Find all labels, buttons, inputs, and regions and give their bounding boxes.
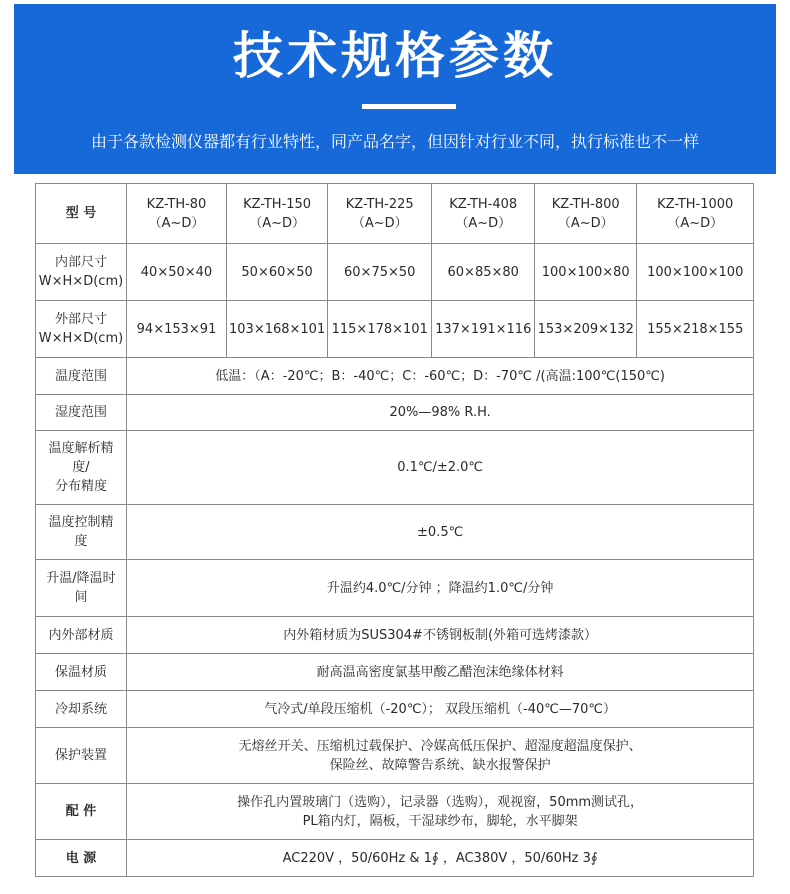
table-cell: 60×85×80 (432, 244, 535, 301)
table-cell: 103×168×101 (227, 301, 328, 358)
table-cell (127, 728, 754, 784)
row-label-line: 度 (74, 534, 88, 549)
table-row-humidity-range (36, 395, 754, 431)
table-cell: 40×50×40 (127, 244, 227, 301)
table-cell: 耐高温高密度氯基甲酸乙醋泡沫绝缘体材料 (127, 654, 754, 691)
row-label-line: 内部尺寸 (54, 255, 107, 270)
model-cell (535, 184, 637, 244)
table-row-cooling (36, 691, 754, 728)
row-label-line: 度/ (72, 460, 90, 475)
row-label-line: W×H×D(cm) (38, 274, 124, 289)
row-label-line: 温度解析精 (48, 441, 114, 456)
model-cell (432, 184, 535, 244)
table-row-power (36, 840, 754, 877)
row-label (36, 244, 127, 301)
row-label: 保护装置 (36, 728, 127, 784)
model-cell (637, 184, 754, 244)
table-cell: AC220V ，50/60Hz & 1∮ ，AC380V ，50/60Hz 3∮ (127, 840, 754, 877)
table-cell: 0.1℃/±2.0℃ (127, 431, 754, 505)
row-label: 电 源 (36, 840, 127, 877)
table-row-insulation (36, 654, 754, 691)
page-subtitle: 由于各款检测仪器都有行业特性，同产品名字，但因针对行业不同，执行标准也不一样 (90, 132, 699, 151)
table-cell: 低温：（A：-20℃；B：-40℃；C：-60℃；D：-70℃ /(高温:100℃(150℃) (127, 358, 754, 395)
model-cell (127, 184, 227, 244)
spec-table (35, 183, 754, 877)
table-row-inner-size (36, 244, 754, 301)
row-label (36, 301, 127, 358)
row-label-line: 外部尺寸 (54, 312, 107, 327)
table-cell: 60×75×50 (328, 244, 432, 301)
table-row-protection (36, 728, 754, 784)
model-cell (328, 184, 432, 244)
cell-line: 操作孔内置玻璃门（选购），记录器（选购），观视窗，50mm测试孔， (237, 794, 644, 810)
table-cell: 升温约4.0℃/分钟 ；降温约1.0℃/分钟 (127, 560, 754, 617)
row-label (36, 431, 127, 505)
model-name: KZ-TH-800 (551, 196, 620, 212)
row-label: 保温材质 (36, 654, 127, 691)
row-label-line: 升温/降温时 (46, 571, 116, 586)
table-row-outer-size (36, 301, 754, 358)
table-cell: 153×209×132 (535, 301, 637, 358)
row-label: 内外部材质 (36, 617, 127, 654)
page-title: 技术规格参数 (233, 27, 557, 85)
model-cell (227, 184, 328, 244)
row-label-line: 分布精度 (54, 479, 107, 494)
cell-line: 无熔丝开关、压缩机过载保护、冷媒高低压保护、超湿度超温度保护、 (238, 738, 642, 754)
table-row-material (36, 617, 754, 654)
row-label: 配 件 (36, 784, 127, 840)
table-cell: 137×191×116 (432, 301, 535, 358)
table-cell: 100×100×100 (637, 244, 754, 301)
table-cell: 115×178×101 (328, 301, 432, 358)
table-row-ramp-time (36, 560, 754, 617)
row-label: 冷却系统 (36, 691, 127, 728)
model-variant: （A~D） (148, 215, 205, 231)
row-label: 型 号 (36, 184, 127, 244)
model-name: KZ-TH-225 (345, 196, 414, 212)
table-cell: 50×60×50 (227, 244, 328, 301)
model-name: KZ-TH-408 (449, 196, 518, 212)
row-label-line: W×H×D(cm) (38, 331, 124, 346)
model-name: KZ-TH-80 (146, 196, 207, 212)
table-cell: 155×218×155 (637, 301, 754, 358)
row-label: 温度范围 (36, 358, 127, 395)
title-divider (362, 104, 456, 109)
model-variant: （A~D） (455, 215, 512, 231)
table-cell: 内外箱材质为SUS304#不锈钢板制(外箱可选烤漆款） (127, 617, 754, 654)
model-variant: （A~D） (557, 215, 614, 231)
table-row-accessories (36, 784, 754, 840)
model-name: KZ-TH-1000 (657, 196, 734, 212)
table-row-temp-range (36, 358, 754, 395)
table-row-temp-control (36, 505, 754, 560)
table-cell: ±0.5℃ (127, 505, 754, 560)
table-cell: 94×153×91 (127, 301, 227, 358)
row-label (36, 505, 127, 560)
model-variant: （A~D） (667, 215, 724, 231)
row-label-line: 间 (74, 590, 88, 605)
table-cell: 20%—98% R.H. (127, 395, 754, 431)
table-row-model (36, 184, 754, 244)
model-variant: （A~D） (351, 215, 408, 231)
header-banner (14, 4, 776, 174)
cell-line: PL箱内灯，隔板，干湿球纱布，脚轮，水平脚架 (302, 813, 578, 829)
model-variant: （A~D） (249, 215, 306, 231)
table-cell: 100×100×80 (535, 244, 637, 301)
row-label-line: 温度控制精 (48, 515, 114, 530)
row-label (36, 560, 127, 617)
table-row-temp-resolution (36, 431, 754, 505)
table-cell (127, 784, 754, 840)
table-cell: 气冷式/单段压缩机（-20℃）； 双段压缩机（-40℃—70℃） (127, 691, 754, 728)
model-name: KZ-TH-150 (243, 196, 312, 212)
cell-line: 保险丝、故障警告系统、缺水报警保护 (329, 757, 551, 773)
row-label: 湿度范围 (36, 395, 127, 431)
